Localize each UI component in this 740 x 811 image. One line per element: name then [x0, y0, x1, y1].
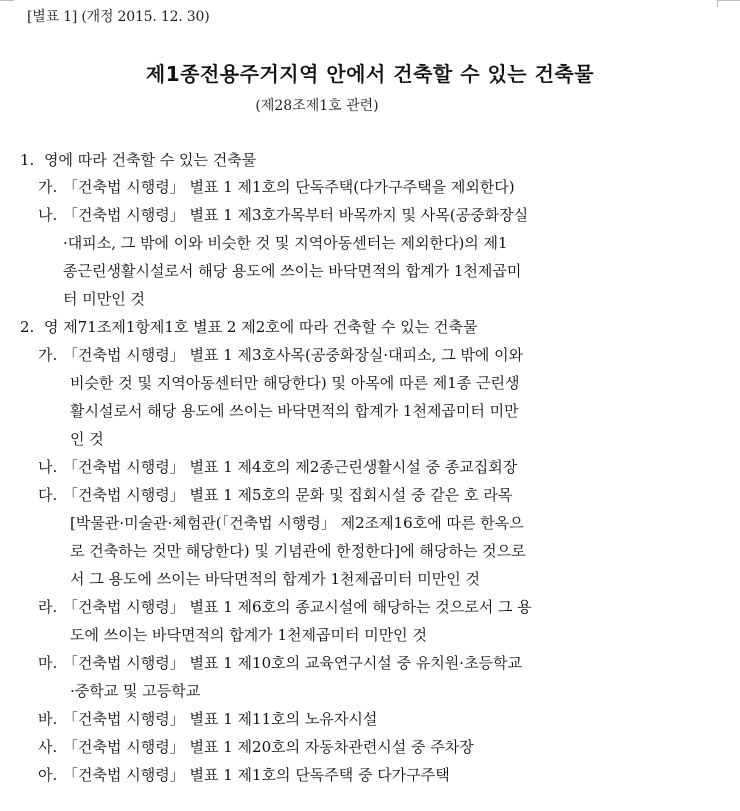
page-corner-mark-right: [717, 0, 740, 7]
document-title: 제1종전용주거지역 안에서 건축할 수 있는 건축물: [145, 62, 595, 86]
attachment-label: [별표 1] (개정 2015. 12. 30): [27, 9, 210, 25]
page-corner-mark-left: [0, 0, 14, 7]
document-subtitle: (제28조제1호 관련): [255, 98, 379, 114]
